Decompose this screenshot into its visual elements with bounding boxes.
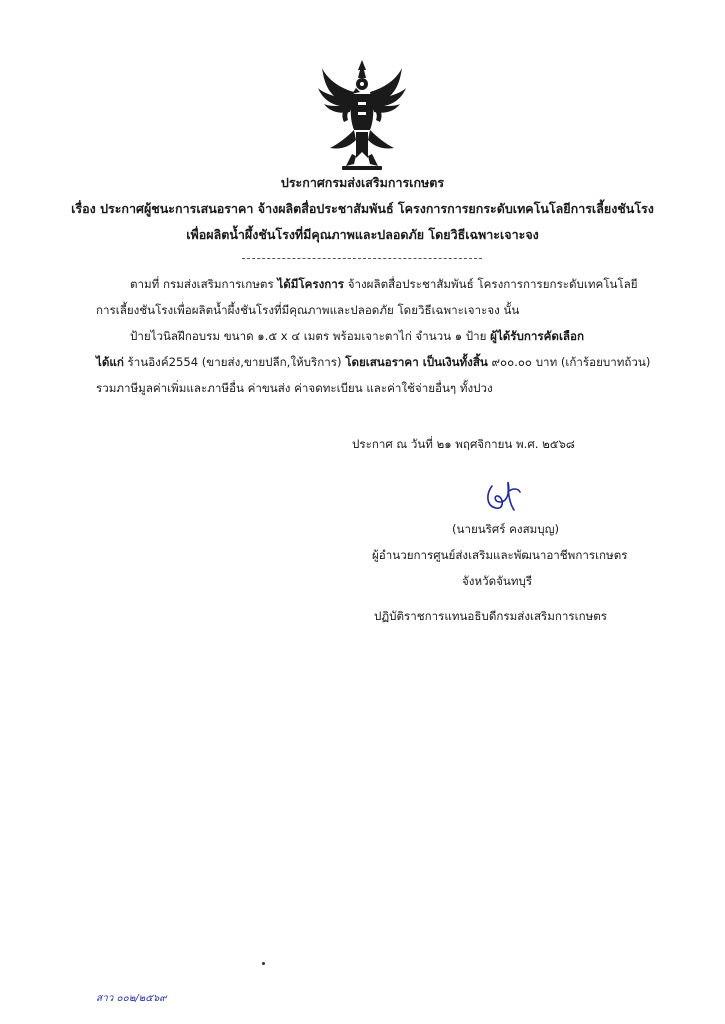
p1-bold: ได้มีโครงการ (277, 277, 345, 291)
p1-lead: ตามที่ กรมส่งเสริมการเกษตร (130, 277, 274, 291)
signatory-position-1: ผู้อำนวยการศูนย์ส่งเสริมและพัฒนาอาชีพการเกษตร (372, 548, 628, 562)
paragraph-line-2: การเลี้ยงชันโรงเพื่อผลิตน้ำผึ้งชันโรงที่มีคุณภาพและปลอดภัย โดยวิธีเฉพาะเจาะจง นั้น (96, 303, 520, 317)
subject-line-1: เรื่อง ประกาศผู้ชนะการเสนอราคา จ้างผลิตสื่อประชาสัมพันธ์ โครงการการยกระดับเทคโนโลยีการเลี้ยงชันโรง (71, 201, 654, 216)
p2-text: ป้ายไวนิลฝึกอบรม ขนาด ๑.๕ x ๔ เมตร พร้อมเจาะตาไก่ จำนวน ๑ ป้าย (130, 329, 487, 343)
agency-title: ประกาศกรมส่งเสริมการเกษตร (280, 175, 445, 190)
paragraph-line-4 (96, 354, 650, 372)
p1-rest: จ้างผลิตสื่อประชาสัมพันธ์ โครงการการยกระดับเทคโนโลยี (347, 277, 638, 291)
p3-text-2: ๙๐๐.๐๐ บาท (เก้าร้อยบาทถ้วน) (491, 355, 651, 369)
p2-bold: ผู้ได้รับการคัดเลือก (490, 329, 584, 343)
handwritten-note: สาว ๐๐๒/๒๕๖๙ (96, 993, 167, 1004)
subject-line-2: เพื่อผลิตน้ำผึ้งชันโรงที่มีคุณภาพและปลอดภัย โดยวิธีเฉพาะเจาะจง (186, 227, 539, 242)
scan-speck (262, 962, 265, 965)
p3-bold-2: โดยเสนอราคา เป็นเงินทั้งสิ้น (345, 355, 488, 369)
garuda-emblem-icon (316, 58, 408, 174)
paragraph-line-1 (130, 276, 638, 294)
signatory-position-2: จังหวัดจันทบุรี (462, 574, 533, 588)
signatory-position-3: ปฏิบัติราชการแทนอธิบดีกรมส่งเสริมการเกษตร (374, 609, 608, 623)
announce-date: ประกาศ ณ วันที่ ๒๑ พฤศจิกายน พ.ศ. ๒๕๖๘ (352, 437, 575, 451)
p3-text-1: ร้านอิงค์2554 (ขายส่ง,ขายปลีก,ให้บริการ) (127, 355, 342, 369)
paragraph-line-3 (130, 328, 584, 346)
p3-bold-1: ได้แก่ (96, 355, 124, 369)
signatory-name: (นายนริศร์ คงสมบุญ) (452, 522, 560, 536)
signature-icon (478, 476, 524, 516)
paragraph-line-5: รวมภาษีมูลค่าเพิ่มและภาษีอื่น ค่าขนส่ง ค่าจดทะเบียน และค่าใช้จ่ายอื่นๆ ทั้งปวง (96, 381, 493, 395)
dashed-divider (242, 258, 482, 259)
